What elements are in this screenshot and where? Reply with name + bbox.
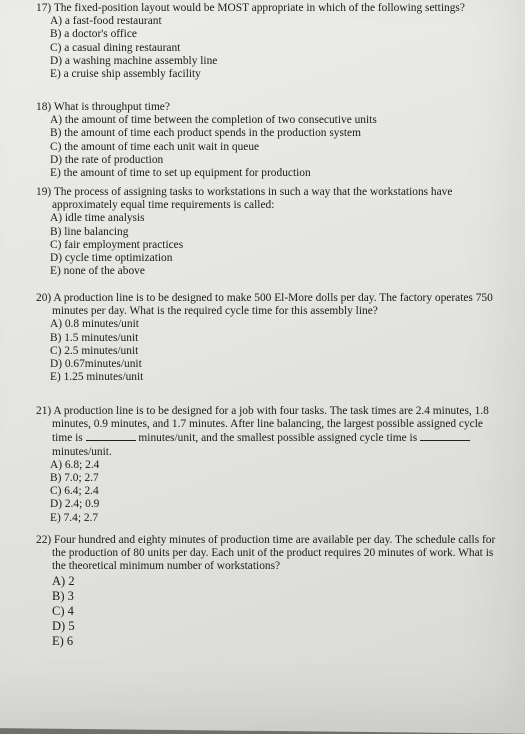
option-a: A) a fast-food restaurant — [50, 15, 162, 28]
option-c: C) fair employment practices — [50, 238, 184, 251]
option-e: E) a cruise ship assembly facility — [50, 68, 201, 81]
option-d: D) a washing machine assembly line — [50, 54, 218, 67]
option-d: D) the rate of production — [50, 153, 164, 166]
question-stem: 17) The fixed-position layout would be MOST appropriate in which of the following settings? — [36, 2, 465, 14]
question-stem — [36, 405, 496, 459]
question-20 — [36, 292, 496, 384]
option-e: E) the amount of time to set up equipment for production — [50, 167, 311, 180]
option-b: B) a doctor's office — [50, 28, 137, 41]
option-e: E) none of the above — [50, 265, 145, 278]
option-b: B) 7.0; 2.7 — [50, 472, 99, 485]
question-stem: 22) Four hundred and eighty minutes of production time are available per day. The schedule calls for the production of 80 units per day. Each unit of the product requires 20 minutes of work. What is the theoretical minimum number of workstations? — [36, 534, 496, 573]
option-a: A) 6.8; 2.4 — [50, 458, 100, 471]
stem-part-2: minutes/unit, and the smallest possible assigned cycle time is — [138, 432, 418, 445]
option-e: E) 7.4; 2.7 — [50, 511, 99, 524]
option-b: B) line balancing — [50, 225, 129, 238]
question-18 — [36, 101, 496, 180]
stem-part-3: minutes/unit. — [52, 445, 112, 458]
option-e: E) 1.25 minutes/unit — [50, 371, 144, 384]
option-a: A) idle time analysis — [50, 212, 145, 225]
option-d: D) 0.67minutes/unit — [50, 358, 142, 371]
option-d: D) 2.4; 0.9 — [50, 498, 100, 511]
question-stem: 19) The process of assigning tasks to workstations in such a way that the workstations have approximately equal time requirements is called: — [36, 186, 453, 212]
option-e: E) 6 — [52, 633, 74, 648]
answer-blank-2 — [420, 431, 470, 441]
question-stem: 20) A production line is to be designed to make 500 El-More dolls per day. The factory operates 750 minutes per day. What is the required cycle time for this assembly line? — [36, 292, 493, 318]
option-c: C) a casual dining restaurant — [50, 41, 181, 54]
question-19 — [36, 186, 496, 278]
option-c: C) 4 — [52, 603, 74, 618]
option-b: B) the amount of time each product spends in the production system — [50, 127, 361, 140]
answer-blank-1 — [86, 431, 136, 441]
option-a: A) the amount of time between the completion of two consecutive units — [50, 114, 377, 127]
question-stem: 18) What is throughput time? — [36, 101, 170, 113]
option-d: D) 5 — [52, 618, 75, 633]
stem-part-1: 21) A production line is to be designed for a job with four tasks. The task times are 2.4 minutes, 1.8 minutes, 0.9 minutes, and 1.7 minutes. After line balancing, the largest possible assigned cycle time is — [36, 405, 489, 445]
option-d: D) cycle time optimization — [50, 252, 173, 265]
option-c: C) 6.4; 2.4 — [50, 485, 99, 498]
option-b: B) 1.5 minutes/unit — [50, 331, 139, 344]
option-a: A) 0.8 minutes/unit — [50, 318, 139, 331]
question-17 — [36, 2, 496, 81]
question-21 — [36, 405, 496, 525]
option-a: A) 2 — [52, 573, 75, 588]
option-c: C) 2.5 minutes/unit — [50, 344, 139, 357]
option-c: C) the amount of time each unit wait in queue — [50, 140, 260, 153]
option-b: B) 3 — [52, 588, 74, 603]
question-22 — [36, 534, 496, 649]
